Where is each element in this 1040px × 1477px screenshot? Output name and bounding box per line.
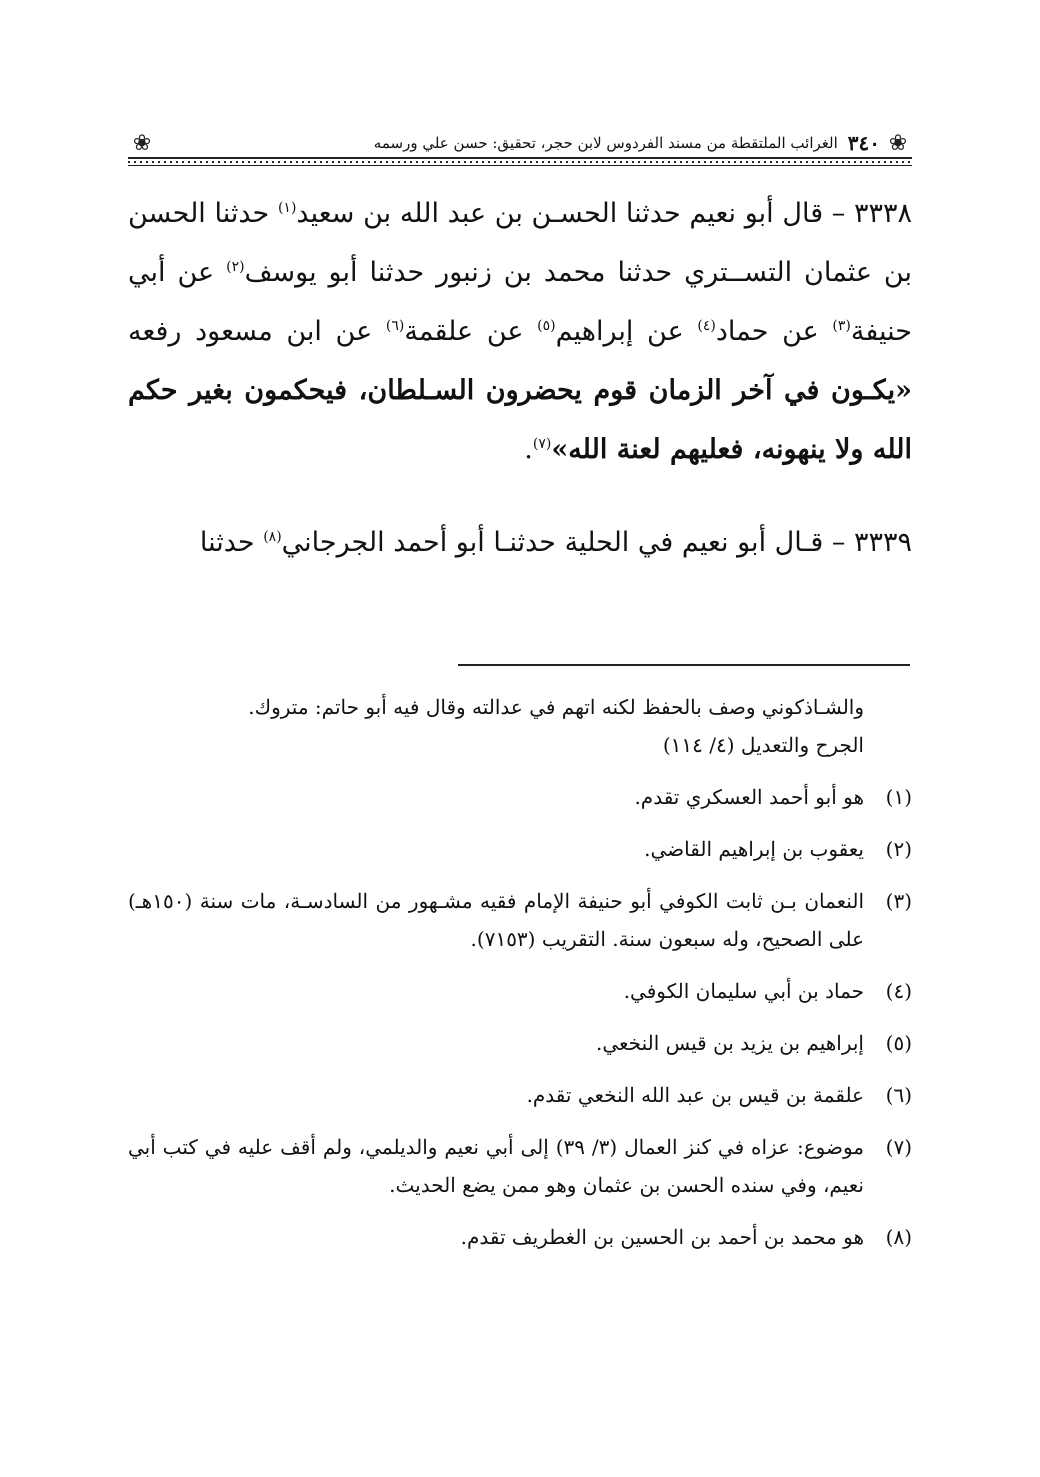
footnote-number: (٨)	[885, 1225, 912, 1249]
footnote-text: يعقوب بن إبراهيم القاضي.	[644, 837, 864, 861]
isnad-text: ٣٣٣٨ – قال أبو نعيم حدثنا الحسـن بن عبد الله بن سعيد	[296, 198, 912, 229]
footnote-ref: (٢)	[226, 259, 245, 275]
footnote-text: علقمة بن قيس بن عبد الله النخعي تقدم.	[526, 1083, 864, 1107]
page-number: ٣٤٠	[847, 131, 880, 155]
footnote-ref: (١)	[277, 200, 297, 216]
footnotes	[128, 688, 912, 1256]
footnote-item	[128, 1076, 912, 1114]
footnote-ref: (٦)	[385, 318, 405, 334]
hadith-entry-3338	[128, 184, 912, 479]
footnote-number: (١)	[885, 785, 912, 809]
isnad-text: عن علقمة	[404, 316, 538, 347]
footnote-continuation: الجرح والتعديل (٤/ ١١٤)	[662, 733, 864, 757]
footnote-number: (٥)	[885, 1031, 912, 1055]
isnad-text: عن إبراهيم	[555, 316, 698, 347]
footnote-item	[128, 1024, 912, 1062]
footnote-continuation: والشـاذكوني وصف بالحفظ لكنه اتهم في عدالته وقال فيه أبو حاتم: متروك.	[248, 695, 864, 719]
footnote-item	[128, 778, 912, 816]
floral-ornament-icon: ❀	[132, 130, 152, 156]
hadith-entry-3339	[128, 513, 912, 572]
footnote-item	[128, 972, 912, 1010]
footnote-item	[128, 882, 912, 958]
isnad-text: حدثنا	[199, 527, 264, 558]
footnote-number: (٦)	[885, 1083, 912, 1107]
header-decorative-rule	[128, 157, 912, 166]
footnote-text: إبراهيم بن يزيد بن قيس النخعي.	[595, 1031, 864, 1055]
isnad-text: عن حماد	[715, 316, 833, 347]
footnote-text: حماد بن أبي سليمان الكوفي.	[623, 979, 864, 1003]
header-title: الغرائب الملتقطة من مسند الفردوس لابن حجر، تحقيق: حسن علي ورسمه	[373, 134, 838, 152]
footnote-number: (٣)	[885, 889, 912, 913]
footnote-text: هو محمد بن أحمد بن الحسين بن الغطريف تقدم.	[460, 1225, 864, 1249]
footnote-number: (٤)	[885, 979, 912, 1003]
isnad-text: عن أبي حنيفة	[128, 257, 912, 347]
footnote-ref: (٥)	[537, 318, 556, 334]
footnote-text: هو أبو أحمد العسكري تقدم.	[634, 785, 864, 809]
footnote-text: النعمان بـن ثابت الكوفي أبو حنيفة الإمام فقيه مشـهور من السادسـة، مات سنة (١٥٠هـ) على الصحيح، وله سبعون سنة. التقريب (٧١٥٣).	[128, 889, 864, 951]
footnote-item	[128, 1218, 912, 1256]
hadith-matn: «يكـون في آخر الزمان قوم يحضرون السـلطان، فيحكمون بغير حكم الله ولا ينهونه، فعليهم لعنة الله»	[128, 375, 912, 465]
isnad-text: حدثنا الحسن بن عثمان التســتري حدثنا محمد بن زنبور حدثنا أبو يوسف	[128, 198, 912, 288]
header-row	[128, 128, 912, 158]
footnote-ref: (٣)	[832, 318, 851, 334]
running-header	[128, 120, 912, 166]
main-text	[128, 184, 912, 572]
footnote-number: (٧)	[885, 1135, 912, 1159]
footnote-item	[128, 1128, 912, 1204]
footnote-ref: (٨)	[263, 529, 282, 545]
floral-ornament-icon: ❀	[888, 130, 908, 156]
footnote-ref: (٤)	[697, 318, 716, 334]
isnad-text: عن ابن مسعود رفعه	[128, 316, 386, 347]
period: .	[524, 434, 533, 465]
footnote-separator	[458, 664, 910, 666]
footnote-text: موضوع: عزاه في كنز العمال (٣/ ٣٩) إلى أبي نعيم والديلمي، ولم أقف عليه في كتب أبي نعيم، وفي سنده الحسن بن عثمان وهو ممن يضع الحديث.	[128, 1135, 864, 1197]
footnote-item	[128, 830, 912, 868]
footnote-number: (٢)	[885, 837, 912, 861]
footnote-ref: (٧)	[532, 436, 552, 452]
isnad-text: ٣٣٣٩ – قـال أبو نعيم في الحلية حدثنـا أبو أحمد الجرجاني	[281, 527, 912, 558]
